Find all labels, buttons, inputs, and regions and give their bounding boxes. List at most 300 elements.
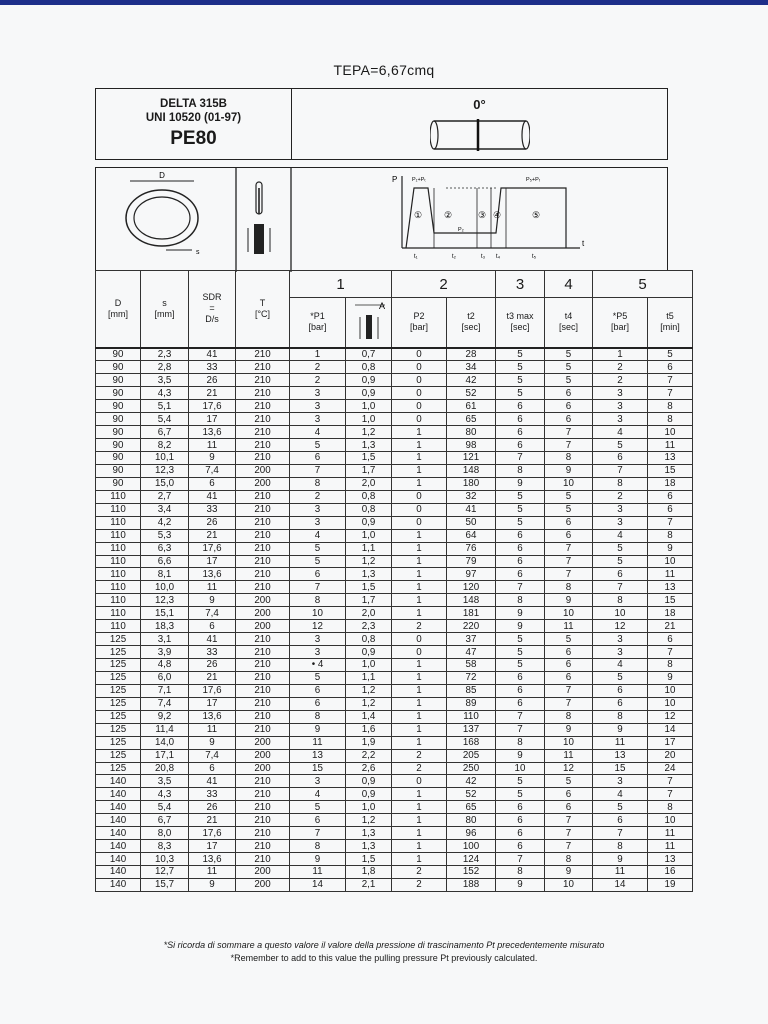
table-cell: 90 bbox=[96, 452, 141, 465]
table-cell: 5 bbox=[496, 348, 545, 361]
table-cell: 3 bbox=[290, 413, 346, 426]
table-cell: 6 bbox=[545, 671, 593, 684]
table-cell: 8 bbox=[648, 529, 693, 542]
table-cell: 12 bbox=[593, 620, 648, 633]
table-cell: 47 bbox=[447, 646, 496, 659]
table-row bbox=[96, 516, 693, 529]
table-cell: 3,1 bbox=[141, 633, 189, 646]
table-cell: 5 bbox=[545, 361, 593, 374]
table-cell: 12 bbox=[290, 620, 346, 633]
table-cell: 90 bbox=[96, 387, 141, 400]
col-t4: t4 [sec] bbox=[545, 298, 593, 348]
table-cell: 148 bbox=[447, 464, 496, 477]
thickness-label: s bbox=[196, 249, 200, 256]
table-cell: 13 bbox=[648, 452, 693, 465]
table-cell: 10 bbox=[545, 736, 593, 749]
table-cell: 10 bbox=[648, 697, 693, 710]
table-cell: 125 bbox=[96, 646, 141, 659]
table-cell: 9 bbox=[545, 594, 593, 607]
table-cell: 1,0 bbox=[346, 659, 392, 672]
table-cell: 26 bbox=[189, 516, 236, 529]
table-cell: 13,6 bbox=[189, 426, 236, 439]
table-cell: 8,0 bbox=[141, 827, 189, 840]
table-cell: 1,7 bbox=[346, 594, 392, 607]
table-cell: 37 bbox=[447, 633, 496, 646]
table-cell: 2 bbox=[593, 374, 648, 387]
table-cell: 6 bbox=[189, 620, 236, 633]
table-cell: 200 bbox=[236, 594, 290, 607]
table-cell: 5 bbox=[496, 503, 545, 516]
table-cell: 4,3 bbox=[141, 788, 189, 801]
table-cell: 110 bbox=[96, 620, 141, 633]
table-cell: 6,7 bbox=[141, 814, 189, 827]
table-cell: 9 bbox=[593, 723, 648, 736]
table-cell: 89 bbox=[447, 697, 496, 710]
col-p5: *P5 [bar] bbox=[593, 298, 648, 348]
table-cell: 21 bbox=[189, 529, 236, 542]
table-cell: 1,6 bbox=[346, 723, 392, 736]
table-cell: 0 bbox=[392, 348, 447, 361]
table-cell: 124 bbox=[447, 853, 496, 866]
table-cell: 26 bbox=[189, 659, 236, 672]
table-row bbox=[96, 878, 693, 891]
table-cell: 24 bbox=[648, 762, 693, 775]
table-cell: 85 bbox=[447, 684, 496, 697]
table-row bbox=[96, 659, 693, 672]
table-cell: 8 bbox=[496, 736, 545, 749]
table-cell: • 4 bbox=[290, 659, 346, 672]
thermometer-icon bbox=[248, 182, 270, 254]
table-cell: 5 bbox=[593, 801, 648, 814]
table-cell: 140 bbox=[96, 827, 141, 840]
table-row bbox=[96, 633, 693, 646]
table-cell: 125 bbox=[96, 762, 141, 775]
table-cell: 0 bbox=[392, 633, 447, 646]
table-cell: 26 bbox=[189, 374, 236, 387]
table-cell: 125 bbox=[96, 749, 141, 762]
table-cell: 1 bbox=[392, 426, 447, 439]
table-cell: 96 bbox=[447, 827, 496, 840]
table-cell: 200 bbox=[236, 464, 290, 477]
table-cell: 9 bbox=[496, 749, 545, 762]
table-cell: 20,8 bbox=[141, 762, 189, 775]
table-cell: 5 bbox=[290, 542, 346, 555]
table-cell: 1 bbox=[392, 607, 447, 620]
table-row bbox=[96, 801, 693, 814]
col-s: s [mm] bbox=[141, 271, 189, 348]
table-cell: 3 bbox=[290, 400, 346, 413]
table-cell: 65 bbox=[447, 801, 496, 814]
table-cell: 8 bbox=[648, 801, 693, 814]
table-cell: 1,3 bbox=[346, 439, 392, 452]
table-cell: 4,3 bbox=[141, 387, 189, 400]
table-cell: 10 bbox=[290, 607, 346, 620]
table-cell: 210 bbox=[236, 814, 290, 827]
table-cell: 11 bbox=[648, 568, 693, 581]
table-cell: 9 bbox=[290, 723, 346, 736]
table-cell: 5 bbox=[290, 671, 346, 684]
table-cell: 14 bbox=[648, 723, 693, 736]
table-cell: 8 bbox=[290, 840, 346, 853]
table-row bbox=[96, 477, 693, 490]
table-cell: 0 bbox=[392, 646, 447, 659]
table-cell: 0,8 bbox=[346, 503, 392, 516]
table-cell: 9 bbox=[496, 607, 545, 620]
phase-5: ⑤ bbox=[532, 210, 541, 220]
table-cell: 9 bbox=[496, 477, 545, 490]
page-title: TEPA=6,67cmq bbox=[333, 62, 435, 78]
table-cell: 6 bbox=[496, 814, 545, 827]
table-cell: 2 bbox=[392, 762, 447, 775]
col-t: T [°C] bbox=[236, 271, 290, 348]
table-cell: 110 bbox=[447, 710, 496, 723]
table-cell: 0,8 bbox=[346, 633, 392, 646]
table-cell: 33 bbox=[189, 788, 236, 801]
table-cell: 7 bbox=[545, 697, 593, 710]
table-cell: 110 bbox=[96, 555, 141, 568]
table-cell: 90 bbox=[96, 361, 141, 374]
table-cell: 7 bbox=[593, 581, 648, 594]
table-cell: 15 bbox=[648, 594, 693, 607]
table-cell: 21 bbox=[189, 814, 236, 827]
table-cell: 1 bbox=[392, 853, 447, 866]
table-cell: 9 bbox=[648, 671, 693, 684]
table-row bbox=[96, 788, 693, 801]
table-cell: 17,6 bbox=[189, 827, 236, 840]
table-cell: 205 bbox=[447, 749, 496, 762]
table-cell: 5 bbox=[593, 671, 648, 684]
angle-label: 0° bbox=[473, 97, 486, 112]
table-cell: 1,8 bbox=[346, 866, 392, 879]
table-cell: 210 bbox=[236, 840, 290, 853]
table-cell: 1,3 bbox=[346, 840, 392, 853]
table-cell: 12 bbox=[545, 762, 593, 775]
table-cell: 200 bbox=[236, 736, 290, 749]
table-cell: 8 bbox=[593, 840, 648, 853]
table-cell: 5 bbox=[290, 439, 346, 452]
welding-parameters-table bbox=[95, 270, 693, 892]
table-cell: 11 bbox=[545, 749, 593, 762]
table-cell: 7 bbox=[593, 827, 648, 840]
table-cell: 210 bbox=[236, 439, 290, 452]
table-cell: 17,1 bbox=[141, 749, 189, 762]
table-cell: 110 bbox=[96, 581, 141, 594]
table-cell: 125 bbox=[96, 723, 141, 736]
table-cell: 4 bbox=[290, 529, 346, 542]
table-row bbox=[96, 762, 693, 775]
diagram-box bbox=[95, 167, 668, 271]
table-cell: 6 bbox=[496, 671, 545, 684]
table-cell: 9 bbox=[593, 853, 648, 866]
table-cell: 6 bbox=[648, 361, 693, 374]
table-cell: 33 bbox=[189, 646, 236, 659]
table-cell: 8 bbox=[593, 710, 648, 723]
table-cell: 9 bbox=[545, 723, 593, 736]
table-row bbox=[96, 361, 693, 374]
col-d: D [mm] bbox=[96, 271, 141, 348]
group-3: 3 bbox=[496, 271, 545, 298]
table-cell: 152 bbox=[447, 866, 496, 879]
table-cell: 2,8 bbox=[141, 361, 189, 374]
table-cell: 5 bbox=[545, 490, 593, 503]
pressure-time-graph bbox=[392, 175, 585, 260]
table-cell: 13,6 bbox=[189, 710, 236, 723]
table-cell: 2 bbox=[593, 490, 648, 503]
table-cell: 1 bbox=[392, 788, 447, 801]
table-cell: 10 bbox=[545, 878, 593, 891]
table-cell: 11 bbox=[290, 866, 346, 879]
table-cell: 100 bbox=[447, 840, 496, 853]
table-cell: 11 bbox=[593, 736, 648, 749]
table-cell: 17 bbox=[189, 555, 236, 568]
table-cell: 15 bbox=[648, 464, 693, 477]
table-cell: 6 bbox=[290, 697, 346, 710]
table-cell: 0,8 bbox=[346, 361, 392, 374]
table-cell: 41 bbox=[189, 775, 236, 788]
table-cell: 125 bbox=[96, 710, 141, 723]
table-cell: 5 bbox=[496, 633, 545, 646]
table-cell: 180 bbox=[447, 477, 496, 490]
table-cell: 15 bbox=[593, 762, 648, 775]
time-1: t₁ bbox=[414, 254, 418, 260]
table-row bbox=[96, 594, 693, 607]
table-row bbox=[96, 853, 693, 866]
table-cell: 8 bbox=[545, 581, 593, 594]
table-cell: 12 bbox=[648, 710, 693, 723]
table-cell: 140 bbox=[96, 775, 141, 788]
table-cell: 6 bbox=[290, 814, 346, 827]
table-cell: 9 bbox=[648, 542, 693, 555]
table-cell: 3,9 bbox=[141, 646, 189, 659]
table-cell: 97 bbox=[447, 568, 496, 581]
table-cell: 7 bbox=[648, 516, 693, 529]
table-cell: 90 bbox=[96, 426, 141, 439]
table-cell: 148 bbox=[447, 594, 496, 607]
table-cell: 6 bbox=[496, 840, 545, 853]
table-cell: 4 bbox=[593, 659, 648, 672]
table-cell: 6 bbox=[189, 477, 236, 490]
group-5: 5 bbox=[593, 271, 693, 298]
table-row bbox=[96, 529, 693, 542]
table-cell: 210 bbox=[236, 801, 290, 814]
table-row bbox=[96, 490, 693, 503]
table-cell: 52 bbox=[447, 788, 496, 801]
table-cell: 18 bbox=[648, 607, 693, 620]
table-cell: 5 bbox=[545, 374, 593, 387]
table-cell: 1 bbox=[392, 840, 447, 853]
table-cell: 42 bbox=[447, 374, 496, 387]
table-cell: 5,4 bbox=[141, 801, 189, 814]
table-cell: 8 bbox=[593, 477, 648, 490]
table-cell: 6,3 bbox=[141, 542, 189, 555]
table-cell: 17,6 bbox=[189, 400, 236, 413]
table-cell: 200 bbox=[236, 878, 290, 891]
table-cell: 1 bbox=[392, 555, 447, 568]
table-cell: 6 bbox=[593, 814, 648, 827]
table-cell: 1,1 bbox=[346, 671, 392, 684]
table-cell: 11 bbox=[545, 620, 593, 633]
table-cell: 6 bbox=[545, 801, 593, 814]
table-cell: 3 bbox=[290, 775, 346, 788]
table-cell: 3 bbox=[593, 633, 648, 646]
table-cell: 1 bbox=[392, 723, 447, 736]
table-cell: 1 bbox=[392, 710, 447, 723]
table-cell: 120 bbox=[447, 581, 496, 594]
col-t5: t5 [min] bbox=[648, 298, 693, 348]
table-cell: 11 bbox=[189, 581, 236, 594]
table-cell: 2,3 bbox=[141, 348, 189, 361]
table-cell: 140 bbox=[96, 788, 141, 801]
table-cell: 41 bbox=[189, 633, 236, 646]
table-cell: 10 bbox=[648, 684, 693, 697]
table-cell: 6 bbox=[545, 516, 593, 529]
table-cell: 21 bbox=[189, 671, 236, 684]
table-cell: 9 bbox=[290, 853, 346, 866]
table-cell: 3 bbox=[593, 400, 648, 413]
table-cell: 210 bbox=[236, 697, 290, 710]
table-cell: 7 bbox=[496, 452, 545, 465]
table-cell: 110 bbox=[96, 503, 141, 516]
table-cell: 140 bbox=[96, 840, 141, 853]
table-row bbox=[96, 464, 693, 477]
table-cell: 210 bbox=[236, 490, 290, 503]
table-cell: 21 bbox=[648, 620, 693, 633]
table-cell: 0,9 bbox=[346, 387, 392, 400]
table-cell: 13,6 bbox=[189, 568, 236, 581]
table-cell: 6 bbox=[496, 413, 545, 426]
table-cell: 10,0 bbox=[141, 581, 189, 594]
table-cell: 2,0 bbox=[346, 477, 392, 490]
table-cell: 1 bbox=[392, 439, 447, 452]
table-cell: 2,0 bbox=[346, 607, 392, 620]
phase-4: ④ bbox=[493, 210, 502, 220]
table-cell: 0 bbox=[392, 516, 447, 529]
table-cell: 1 bbox=[290, 348, 346, 361]
table-cell: 50 bbox=[447, 516, 496, 529]
table-cell: 210 bbox=[236, 516, 290, 529]
table-row bbox=[96, 723, 693, 736]
table-cell: 13 bbox=[593, 749, 648, 762]
table-cell: 1 bbox=[392, 594, 447, 607]
table-cell: 1 bbox=[392, 684, 447, 697]
table-cell: 110 bbox=[96, 516, 141, 529]
table-cell: 5 bbox=[290, 555, 346, 568]
table-cell: 1,0 bbox=[346, 801, 392, 814]
table-cell: 1,5 bbox=[346, 853, 392, 866]
table-cell: 10 bbox=[648, 426, 693, 439]
table-cell: 17 bbox=[189, 840, 236, 853]
table-cell: 2,6 bbox=[346, 762, 392, 775]
table-cell: 1,1 bbox=[346, 542, 392, 555]
phase-1: ① bbox=[414, 210, 423, 220]
table-cell: 52 bbox=[447, 387, 496, 400]
table-cell: 41 bbox=[189, 490, 236, 503]
header-box bbox=[95, 88, 668, 160]
table-cell: 9 bbox=[189, 878, 236, 891]
table-cell: 1 bbox=[392, 697, 447, 710]
table-cell: 1,0 bbox=[346, 400, 392, 413]
table-row bbox=[96, 827, 693, 840]
table-cell: 19 bbox=[648, 878, 693, 891]
footnote-english: *Remember to add to this value the pulling pressure Pt previously calculated. bbox=[230, 953, 538, 963]
table-cell: 2 bbox=[392, 866, 447, 879]
table-cell: 210 bbox=[236, 853, 290, 866]
table-cell: 9 bbox=[189, 594, 236, 607]
table-cell: 0 bbox=[392, 503, 447, 516]
table-cell: 9 bbox=[189, 452, 236, 465]
table-cell: 6 bbox=[545, 413, 593, 426]
table-cell: 7 bbox=[290, 581, 346, 594]
table-cell: 210 bbox=[236, 400, 290, 413]
table-cell: 2,7 bbox=[141, 490, 189, 503]
table-cell: 210 bbox=[236, 788, 290, 801]
table-cell: 80 bbox=[447, 814, 496, 827]
table-row bbox=[96, 736, 693, 749]
table-cell: 11 bbox=[189, 866, 236, 879]
time-axis-label: t bbox=[582, 239, 585, 248]
table-cell: 210 bbox=[236, 503, 290, 516]
table-cell: 7 bbox=[496, 710, 545, 723]
table-cell: 2 bbox=[290, 361, 346, 374]
pipe-section-icon bbox=[126, 171, 200, 256]
col-a-label: A bbox=[378, 300, 385, 311]
table-cell: 41 bbox=[447, 503, 496, 516]
table-cell: 15 bbox=[290, 762, 346, 775]
table-cell: 200 bbox=[236, 866, 290, 879]
table-cell: 0 bbox=[392, 413, 447, 426]
table-cell: 5 bbox=[496, 374, 545, 387]
table-cell: 4 bbox=[593, 788, 648, 801]
footnote-italian: *Si ricorda di sommare a questo valore il valore della pressione di trascinamento Pt precedentemente misurato bbox=[163, 940, 605, 950]
table-cell: 5 bbox=[545, 348, 593, 361]
table-cell: 210 bbox=[236, 555, 290, 568]
table-cell: 6 bbox=[496, 555, 545, 568]
table-cell: 1 bbox=[392, 659, 447, 672]
table-cell: 10 bbox=[593, 607, 648, 620]
table-row bbox=[96, 568, 693, 581]
table-cell: 6 bbox=[593, 568, 648, 581]
table-cell: 6 bbox=[496, 568, 545, 581]
table-cell: 18 bbox=[648, 477, 693, 490]
table-cell: 210 bbox=[236, 348, 290, 361]
table-cell: 12,3 bbox=[141, 594, 189, 607]
time-2: t₂ bbox=[452, 254, 456, 260]
col-a bbox=[346, 298, 392, 348]
time-4: t₄ bbox=[496, 254, 501, 260]
table-row bbox=[96, 348, 693, 361]
table-cell: 6 bbox=[496, 426, 545, 439]
table-cell: 90 bbox=[96, 439, 141, 452]
table-cell: 17 bbox=[189, 697, 236, 710]
table-row bbox=[96, 814, 693, 827]
table-cell: 0,9 bbox=[346, 374, 392, 387]
table-cell: 250 bbox=[447, 762, 496, 775]
table-cell: 11 bbox=[648, 439, 693, 452]
table-cell: 3,5 bbox=[141, 775, 189, 788]
table-cell: 7 bbox=[648, 387, 693, 400]
table-cell: 18,3 bbox=[141, 620, 189, 633]
table-cell: 7,4 bbox=[189, 749, 236, 762]
table-cell: 4 bbox=[290, 788, 346, 801]
table-cell: 2 bbox=[392, 878, 447, 891]
table-cell: 76 bbox=[447, 542, 496, 555]
table-cell: 64 bbox=[447, 529, 496, 542]
table-cell: 1 bbox=[392, 529, 447, 542]
top-blue-strip bbox=[0, 0, 768, 5]
table-cell: 11 bbox=[648, 840, 693, 853]
table-cell: 10 bbox=[545, 607, 593, 620]
table-cell: 14,0 bbox=[141, 736, 189, 749]
